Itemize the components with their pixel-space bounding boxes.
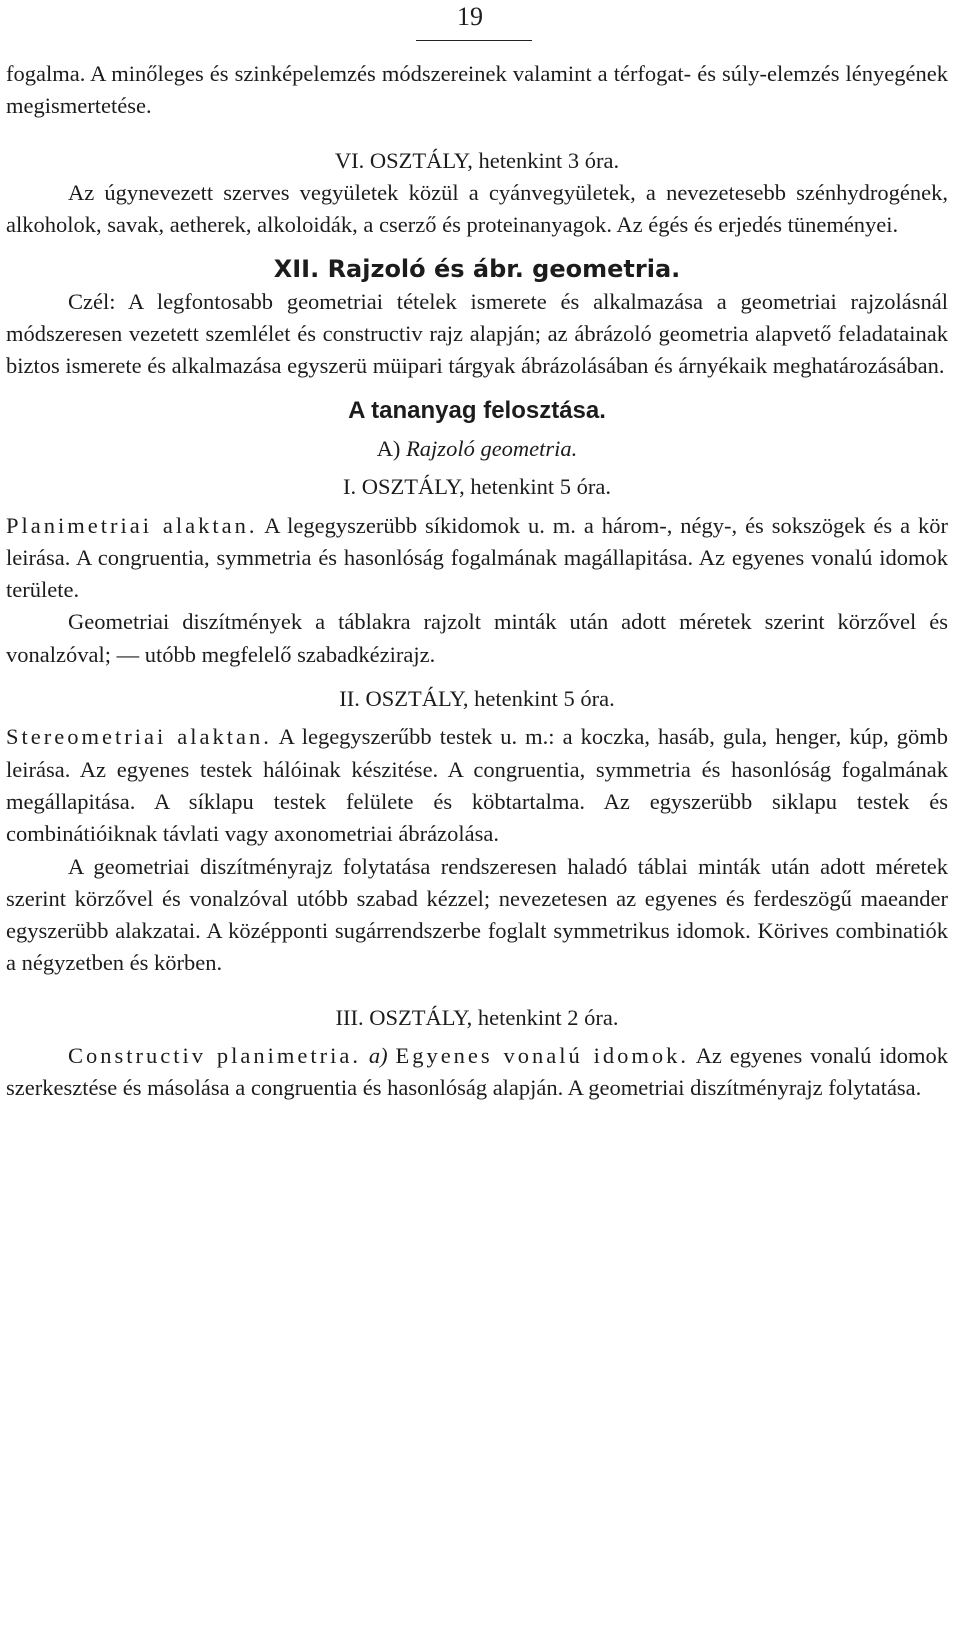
paragraph-class-vi: Az úgynevezett szerves vegyületek közül a cyánvegyületek, a nevezetesebb szénhydrogének, alkoholok, savak, aetherek, alkoloidák, a cserző és proteinanyagok. Az égés és erjedés tüneményei. [6,179,948,238]
heading-curriculum: A tananyag felosztása. [348,396,606,424]
item-marker-a: a) [368,1043,388,1069]
paragraph-intro: fogalma. A minőleges és szinképelemzés módszereinek valamint a térfogat- és súly-elemzés lényegének megismertetése. [6,61,948,119]
paragraph-ornaments-i: Geometriai diszítmények a táblakra rajzolt minták után adott méretek szerint körzővel és vonalzóval; — utóbb megfelelő szabadkézirajz. [6,609,948,667]
term-constructiv: Constructiv planimetria. [68,1043,361,1069]
subheading-a [6,433,948,465]
subheading-a-prefix: A) [376,435,401,461]
page-body [6,58,948,1105]
paragraph-class-i-text: A legegyszerübb síkidomok u. m. a három-, négy-, és sokszögek és a kör leirása. A congruentia, symmetria és hasonlóság fogalmának magállapitása. Az egyenes vonalú idomok területe. [6,512,949,603]
term-egyenes: Egyenes vonalú idomok. [395,1043,690,1069]
paragraph-ornaments-ii: A geometriai diszítményrajz folytatása rendszeresen haladó táblai minták után adott méretek szerint körzővel és vonalzóval utóbb szabad kézzel; nevezetesen az egyenes és ferdeszögű maeander egyszerübb alakzatai. A középponti sugárrendszerbe foglalt symmetrikus idomok. Körives combinatiók a négyzetben és körben. [6,853,948,976]
heading-class-ii: II. OSZTÁLY, hetenkint 5 óra. [339,686,615,712]
subheading-a-title: Rajzoló geometria. [406,435,578,461]
heading-class-vi: VI. OSZTÁLY, hetenkint 3 óra. [334,147,620,173]
paragraph-class-ii [6,721,948,850]
heading-class-iii: III. OSZTÁLY, hetenkint 2 óra. [335,1004,619,1030]
section-heading-xii: XII. Rajzoló és ábr. geometria. [273,255,681,284]
paragraph-class-iii [6,1040,948,1105]
paragraph-class-iii-text: Az egyenes vonalú idomok szerkesztése és másolása a congruentia és hasonlóság alapján. A geometriai diszítményrajz folytatása. [6,1043,948,1101]
term-stereometria: Stereometriai alaktan. [6,724,272,750]
page-number: 19 [457,2,483,31]
term-planimetria: Planimetriai alaktan. [6,512,258,538]
paragraph-class-i [6,510,948,607]
page-number-rule [416,40,532,41]
paragraph-class-ii-text: A legegyszerűbb testek u. m.: a koczka, hasáb, gula, henger, kúp, gömb leirása. Az egyenes testek hálóinak készitése. A congruentia, symmetria és hasonlóság fogalmának megállapitása. A síklapu testek felülete és köbtartalma. Az egyszerübb siklapu testek és combinátióiknak távlati vagy axonometriai ábrázolása. [6,724,948,847]
paragraph-goal: Czél: A legfontosabb geometriai tételek ismerete és alkalmazása a geometriai rajzolásnál módszeresen vezetett szemlélet és constructiv rajz alapján; az ábrázoló geometria alapvető feladatainak biztos ismerete és alkalmazása egyszerü müipari tárgyak ábrázolásában és árnyékaik meghatározásában. [6,288,948,379]
heading-class-i: I. OSZTÁLY, hetenkint 5 óra. [343,474,611,500]
